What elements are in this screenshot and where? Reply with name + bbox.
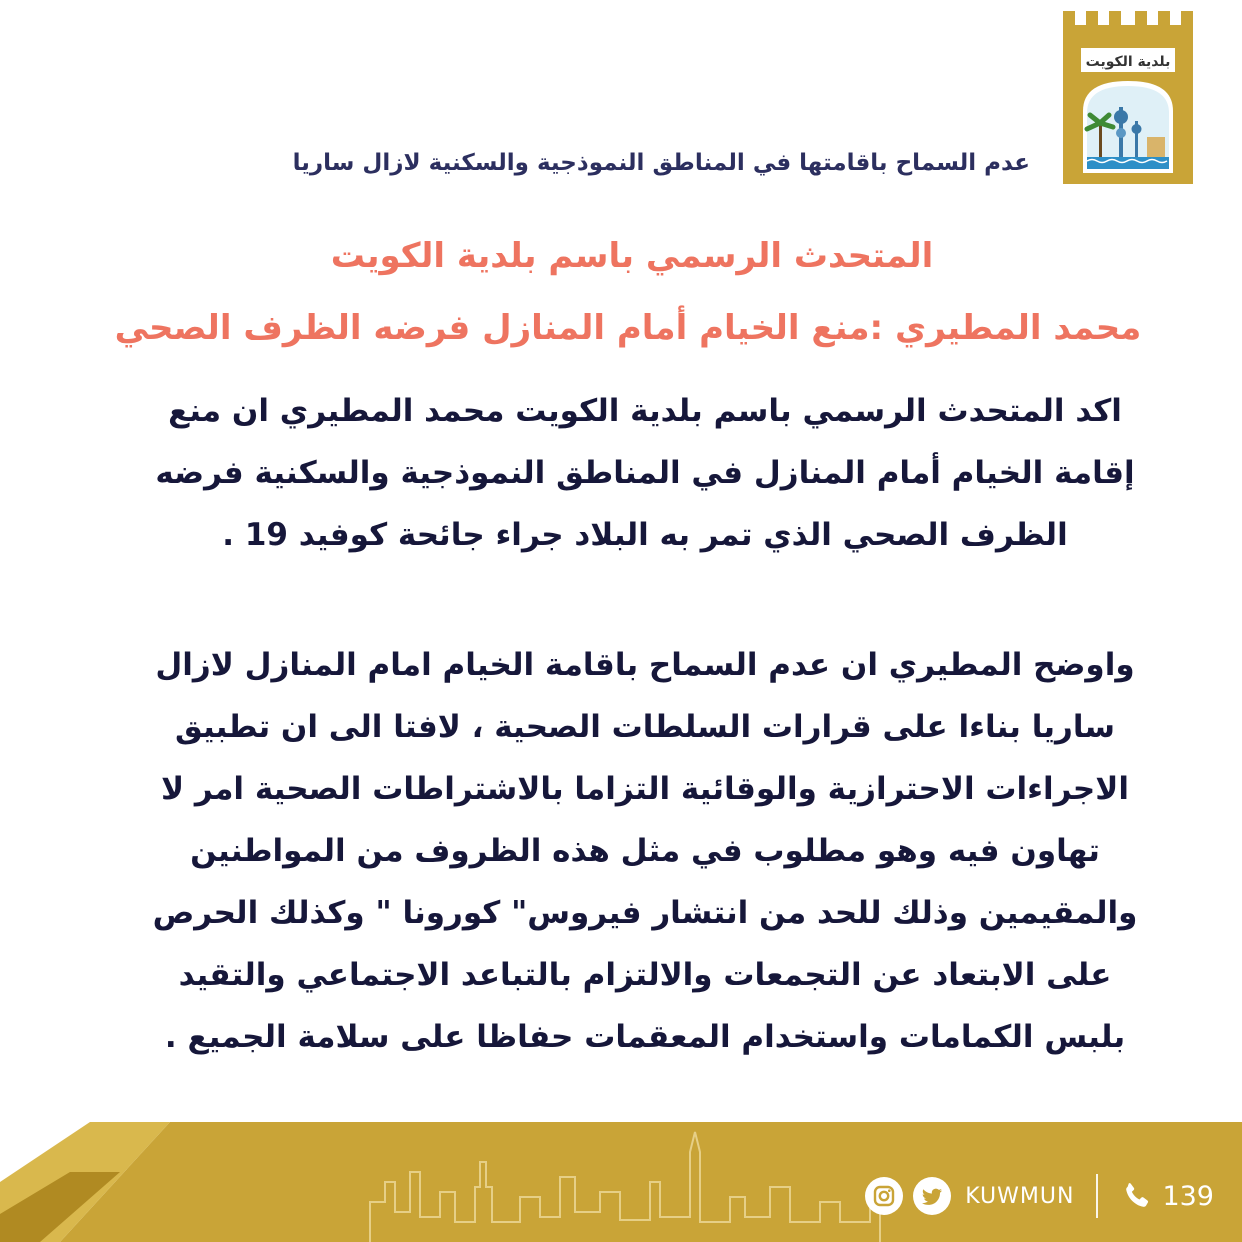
headline-speaker-title: المتحدث الرسمي باسم بلدية الكويت: [330, 236, 934, 276]
paragraph-line: تهاون فيه وهو مطلوب في مثل هذه الظروف من المواطنين: [190, 833, 1100, 869]
twitter-icon[interactable]: [913, 1177, 951, 1215]
social-handle[interactable]: KUWMUN: [965, 1183, 1075, 1209]
body-paragraph-2: [110, 634, 1180, 1068]
headline-statement: محمد المطيري :منع الخيام أمام المنازل فرضه الظرف الصحي: [114, 308, 1142, 348]
body-paragraph-1: [110, 380, 1180, 566]
paragraph-line: والمقيمين وذلك للحد من انتشار فيروس" كورونا " وكذلك الحرص: [152, 895, 1138, 931]
paragraph-line: ساريا بناءا على قرارات السلطات الصحية ، لافتا الى ان تطبيق: [175, 709, 1115, 745]
divider: [1096, 1174, 1098, 1218]
paragraph-line: الاجراءات الاحترازية والوقائية التزاما بالاشتراطات الصحية امر لا: [161, 771, 1129, 807]
phone-icon: [1120, 1180, 1152, 1212]
contact-bar: [865, 1172, 1214, 1220]
paragraph-line: بلبس الكمامات واستخدام المعقمات حفاظا على سلامة الجميع .: [164, 1019, 1126, 1055]
paragraph-line: إقامة الخيام أمام المنازل في المناطق النموذجية والسكنية فرضه: [155, 455, 1135, 491]
header-subtitle: عدم السماح باقامتها في المناطق النموذجية والسكنية لازال ساريا: [292, 150, 1030, 176]
hotline-number[interactable]: 139: [1162, 1180, 1214, 1212]
paragraph-line: واوضح المطيري ان عدم السماح باقامة الخيام امام المنازل لازال: [155, 647, 1135, 683]
paragraph-line: على الابتعاد عن التجمعات والالتزام بالتباعد الاجتماعي والتقيد: [178, 957, 1112, 993]
paragraph-line: الظرف الصحي الذي تمر به البلاد جراء جائحة كوفيد 19 .: [222, 517, 1068, 553]
kuwait-municipality-logo: [1063, 11, 1193, 184]
instagram-icon[interactable]: [865, 1177, 903, 1215]
paragraph-line: اكد المتحدث الرسمي باسم بلدية الكويت محمد المطيري ان منع: [168, 393, 1122, 429]
logo-text: بلدية الكويت: [1085, 54, 1171, 70]
